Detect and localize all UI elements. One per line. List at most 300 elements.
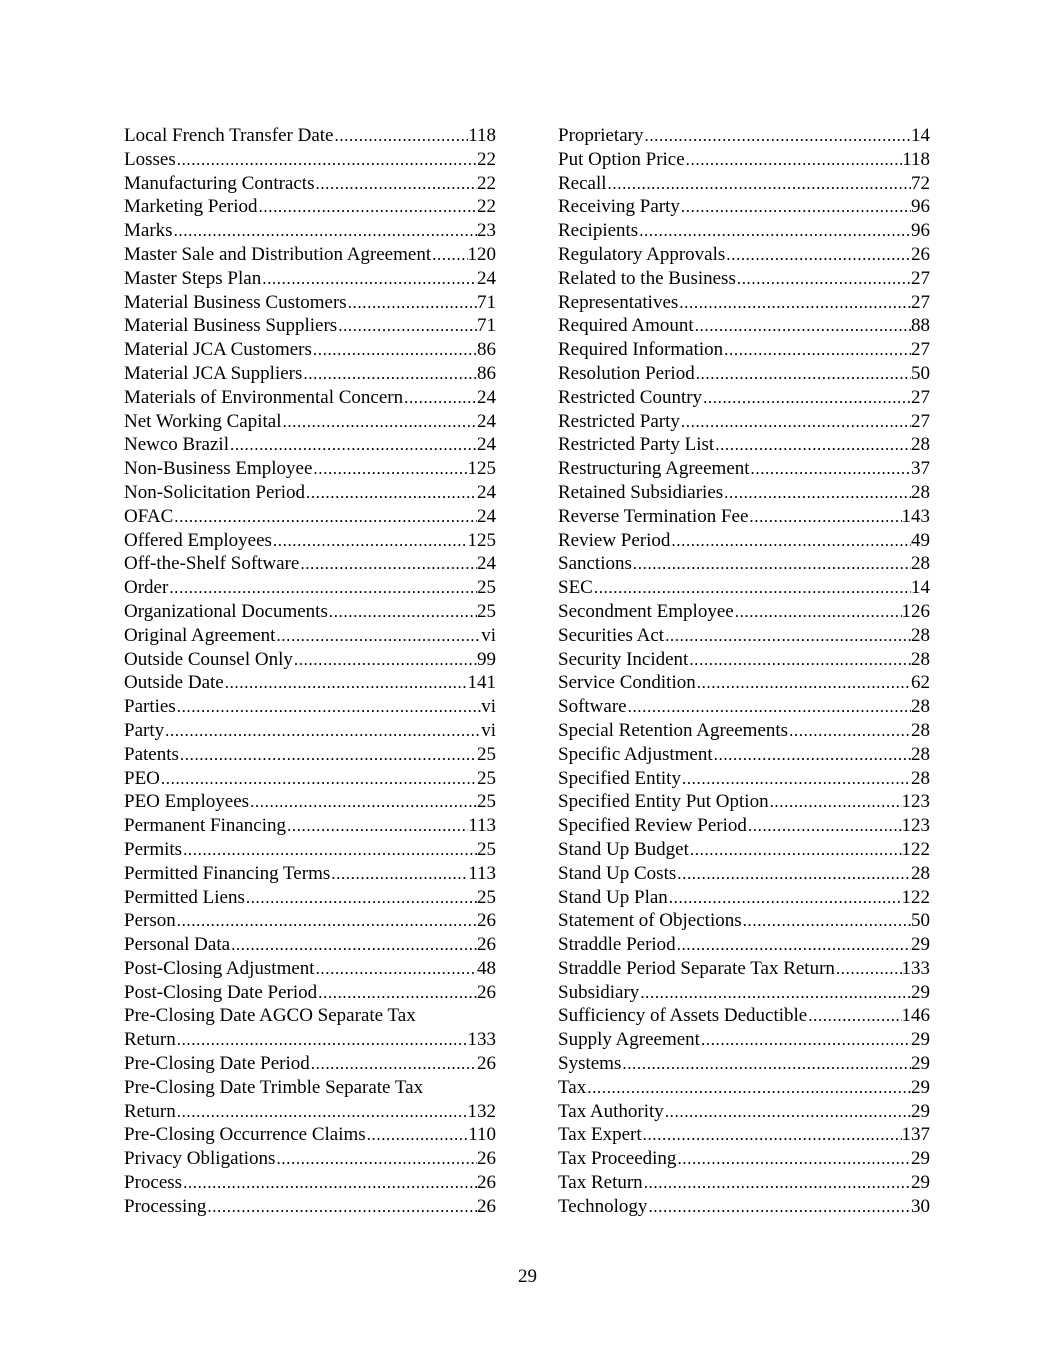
dot-leader — [305, 481, 477, 505]
index-page-ref: 26 — [477, 1172, 496, 1194]
index-page-ref: 48 — [477, 957, 496, 979]
dot-leader — [676, 933, 911, 957]
dot-leader — [680, 410, 911, 434]
index-page-ref: vi — [481, 696, 496, 718]
index-term: Software — [558, 696, 627, 718]
dot-leader — [272, 529, 468, 553]
index-entry — [558, 314, 930, 338]
dot-leader — [638, 219, 911, 243]
index-page-ref: 23 — [477, 220, 496, 242]
index-page-ref: 14 — [911, 577, 930, 599]
index-entry — [558, 886, 930, 910]
index-term: Review Period — [558, 529, 671, 551]
index-entry — [124, 981, 496, 1005]
dot-leader — [275, 1147, 477, 1171]
index-entry — [558, 529, 930, 553]
index-page-ref: 28 — [911, 719, 930, 741]
index-page-ref: 22 — [477, 172, 496, 194]
index-entry — [124, 790, 496, 814]
index-page-ref: 72 — [911, 172, 930, 194]
index-term: Tax Expert — [558, 1124, 642, 1146]
dot-leader — [164, 719, 481, 743]
index-page-ref: 29 — [911, 1172, 930, 1194]
dot-leader — [747, 814, 902, 838]
index-page-ref: 30 — [911, 1195, 930, 1217]
dot-leader — [642, 1123, 902, 1147]
index-entry — [558, 172, 930, 196]
index-page-ref: 27 — [911, 410, 930, 432]
dot-leader — [176, 909, 477, 933]
index-page-ref: 123 — [901, 815, 930, 837]
dot-leader — [173, 219, 477, 243]
index-entry — [558, 124, 930, 148]
index-entry — [124, 386, 496, 410]
index-term: Pre-Closing Occurrence Claims — [124, 1124, 366, 1146]
index-page-ref: 25 — [477, 600, 496, 622]
index-term: Proprietary — [558, 125, 644, 146]
index-page-ref: 26 — [477, 1148, 496, 1170]
index-term: Newco Brazil — [124, 434, 229, 456]
index-entry — [558, 743, 930, 767]
index-page-ref: 24 — [477, 553, 496, 575]
index-page-ref: 28 — [911, 648, 930, 670]
index-term-continued: Return — [124, 1029, 176, 1051]
index-page-ref: 25 — [477, 743, 496, 765]
dot-leader — [403, 386, 477, 410]
index-entry — [124, 814, 496, 838]
index-page-ref: 25 — [477, 767, 496, 789]
index-page-ref: 96 — [911, 196, 930, 218]
index-entry — [558, 909, 930, 933]
index-page-ref: 25 — [477, 886, 496, 908]
index-term: Pre-Closing Date Period — [124, 1053, 310, 1075]
index-term: Permitted Liens — [124, 886, 245, 908]
index-term: Statement of Objections — [558, 910, 742, 932]
index-page-ref: 28 — [911, 767, 930, 789]
index-term: Securities Act — [558, 624, 665, 646]
dot-leader — [725, 243, 911, 267]
index-entry — [124, 529, 496, 553]
index-page-ref: 86 — [477, 339, 496, 361]
index-entry — [558, 933, 930, 957]
dot-leader — [182, 1171, 477, 1195]
index-term: Tax Return — [558, 1172, 643, 1194]
index-entry — [124, 1052, 496, 1076]
dot-leader — [281, 410, 477, 434]
index-term: Non-Solicitation Period — [124, 481, 306, 503]
index-term: Person — [124, 910, 176, 932]
index-page-ref: 146 — [901, 1005, 930, 1027]
index-term: Straddle Period Separate Tax Return — [558, 957, 835, 979]
index-page-ref: 143 — [901, 505, 930, 527]
index-term: Specified Entity — [558, 767, 681, 789]
dot-leader — [689, 838, 902, 862]
index-term: Processing — [124, 1195, 207, 1217]
index-page-ref: 71 — [477, 315, 496, 337]
index-term: Tax — [558, 1076, 587, 1098]
index-entry — [124, 124, 496, 148]
index-term: Straddle Period — [558, 934, 676, 956]
index-term: Restructuring Agreement — [558, 458, 750, 480]
dot-leader — [224, 671, 468, 695]
index-page-ref: 26 — [477, 1195, 496, 1217]
index-term: Security Incident — [558, 648, 689, 670]
index-entry — [558, 1004, 930, 1028]
index-page-ref: 118 — [468, 125, 496, 146]
index-entry — [558, 695, 930, 719]
dot-leader — [168, 576, 477, 600]
index-page-ref: 71 — [477, 291, 496, 313]
dot-leader — [337, 314, 477, 338]
index-entry — [558, 481, 930, 505]
index-entry — [558, 148, 930, 172]
index-entry — [558, 600, 930, 624]
index-entry — [558, 1147, 930, 1171]
index-entry — [124, 433, 496, 457]
index-page-ref: 14 — [911, 125, 930, 146]
dot-leader — [593, 576, 911, 600]
index-page-ref: 29 — [911, 934, 930, 956]
index-entry-continuation — [124, 1100, 496, 1124]
index-page-ref: 96 — [911, 220, 930, 242]
dot-leader — [366, 1123, 469, 1147]
index-page-ref: 50 — [911, 362, 930, 384]
index-page-ref: 27 — [911, 386, 930, 408]
index-page-ref: 26 — [477, 981, 496, 1003]
index-page-ref: vi — [481, 624, 496, 646]
index-page-ref: 49 — [911, 529, 930, 551]
dot-leader — [302, 362, 477, 386]
index-entry — [124, 481, 496, 505]
index-term: Master Sale and Distribution Agreement — [124, 243, 432, 265]
index-entry — [124, 195, 496, 219]
index-page-ref: 28 — [911, 553, 930, 575]
dot-leader — [676, 1147, 911, 1171]
index-term: Patents — [124, 743, 179, 765]
index-entry — [124, 1195, 496, 1219]
index-page-ref: 26 — [477, 1053, 496, 1075]
dot-leader — [680, 195, 911, 219]
dot-leader — [328, 600, 477, 624]
index-entry — [558, 552, 930, 576]
index-page-ref: 118 — [902, 148, 930, 170]
index-term: Representatives — [558, 291, 679, 313]
index-entry — [558, 219, 930, 243]
index-entry — [124, 1076, 496, 1124]
index-term: Reverse Termination Fee — [558, 505, 749, 527]
index-page-ref: 123 — [901, 791, 930, 813]
index-page-ref: 24 — [477, 481, 496, 503]
index-term: Personal Data — [124, 934, 231, 956]
index-term: Pre-Closing Date Trimble Separate Tax — [124, 1076, 424, 1098]
index-page-ref: 125 — [467, 458, 496, 480]
dot-leader — [769, 790, 902, 814]
dot-leader — [688, 648, 911, 672]
index-page-ref: 27 — [911, 267, 930, 289]
index-entry — [558, 576, 930, 600]
index-page-ref: 27 — [911, 339, 930, 361]
index-term: Permitted Financing Terms — [124, 862, 331, 884]
index-page-ref: vi — [481, 719, 496, 741]
index-entry — [124, 148, 496, 172]
index-page-ref: 28 — [911, 696, 930, 718]
index-page-ref: 29 — [911, 1053, 930, 1075]
index-entry — [124, 671, 496, 695]
index-entry — [558, 1028, 930, 1052]
index-term-continued: Return — [124, 1100, 176, 1122]
index-term: Tax Authority — [558, 1100, 664, 1122]
index-term: Special Retention Agreements — [558, 719, 789, 741]
index-entry — [558, 291, 930, 315]
index-entry — [124, 243, 496, 267]
index-entry — [124, 552, 496, 576]
index-entry — [124, 219, 496, 243]
dot-leader — [176, 1028, 468, 1052]
index-entry — [124, 957, 496, 981]
index-entry — [124, 172, 496, 196]
dot-leader — [639, 981, 911, 1005]
dot-leader — [748, 505, 901, 529]
index-term: Subsidiary — [558, 981, 640, 1003]
index-term: Restricted Country — [558, 386, 703, 408]
dot-leader — [632, 552, 911, 576]
index-term: Organizational Documents — [124, 600, 328, 622]
dot-leader — [647, 1195, 911, 1219]
index-page-ref: 113 — [468, 862, 496, 884]
dot-leader — [275, 624, 481, 648]
index-entry — [124, 1004, 496, 1052]
index-term: Supply Agreement — [558, 1029, 700, 1051]
dot-leader — [431, 243, 467, 267]
index-page-ref: 24 — [477, 410, 496, 432]
index-term: Parties — [124, 696, 176, 718]
index-page-ref: 25 — [477, 577, 496, 599]
index-term: Stand Up Budget — [558, 838, 689, 860]
index-entry — [124, 624, 496, 648]
index-page-ref: 125 — [467, 529, 496, 551]
index-entry — [124, 576, 496, 600]
index-term: Local French Transfer Date — [124, 125, 334, 146]
index-entry — [124, 933, 496, 957]
index-page-ref: 122 — [901, 838, 930, 860]
dot-leader — [310, 1052, 477, 1076]
index-term: Required Amount — [558, 315, 694, 337]
index-page-ref: 88 — [911, 315, 930, 337]
index-entry — [124, 862, 496, 886]
index-entry — [124, 743, 496, 767]
dot-leader — [173, 505, 477, 529]
dot-leader — [230, 933, 477, 957]
index-page-ref: 28 — [911, 434, 930, 456]
index-entry — [124, 767, 496, 791]
index-term: Put Option Price — [558, 148, 685, 170]
dot-leader — [702, 386, 911, 410]
dot-leader — [714, 433, 911, 457]
dot-leader — [713, 743, 911, 767]
dot-leader — [176, 695, 482, 719]
dot-leader — [249, 790, 477, 814]
index-entry — [558, 767, 930, 791]
index-page-ref: 29 — [911, 1029, 930, 1051]
index-term: Materials of Environmental Concern — [124, 386, 404, 408]
index-term: Outside Counsel Only — [124, 648, 293, 670]
index-term: Recall — [558, 172, 607, 194]
index-entry — [558, 386, 930, 410]
dot-leader — [736, 267, 911, 291]
dot-leader — [206, 1195, 477, 1219]
dot-leader — [261, 267, 477, 291]
index-term: Resolution Period — [558, 362, 695, 384]
index-term: Pre-Closing Date AGCO Separate Tax — [124, 1005, 416, 1027]
index-entry — [558, 671, 930, 695]
index-term: Receiving Party — [558, 196, 680, 218]
index-entry — [558, 243, 930, 267]
index-entry — [124, 838, 496, 862]
index-column-left — [124, 124, 496, 1219]
index-entry — [558, 457, 930, 481]
dot-leader — [347, 291, 477, 315]
index-entry — [558, 1100, 930, 1124]
index-term: Restricted Party List — [558, 434, 715, 456]
index-entry — [558, 267, 930, 291]
dot-leader — [245, 886, 477, 910]
index-entry — [558, 505, 930, 529]
index-entry — [558, 1052, 930, 1076]
index-entry — [124, 410, 496, 434]
dot-leader — [734, 600, 902, 624]
index-entry — [558, 719, 930, 743]
index-entry — [558, 1171, 930, 1195]
index-page-ref: 37 — [911, 458, 930, 480]
index-term: Material Business Suppliers — [124, 315, 338, 337]
dot-leader — [176, 1100, 468, 1124]
index-term: Original Agreement — [124, 624, 276, 646]
index-entry — [124, 695, 496, 719]
index-term: Tax Proceeding — [558, 1148, 677, 1170]
dot-leader — [586, 1076, 911, 1100]
index-entry — [558, 814, 930, 838]
dot-leader — [182, 838, 477, 862]
dot-leader — [685, 148, 903, 172]
index-term: Permits — [124, 838, 183, 860]
index-page-ref: 99 — [477, 648, 496, 670]
index-entry — [124, 1171, 496, 1195]
index-term: Systems — [558, 1053, 622, 1075]
index-term: PEO — [124, 767, 160, 789]
dot-leader — [312, 338, 477, 362]
index-term: Service Condition — [558, 672, 696, 694]
index-entry — [124, 648, 496, 672]
dot-leader — [643, 124, 911, 148]
index-entry — [558, 624, 930, 648]
index-entry — [558, 838, 930, 862]
index-page-ref: 25 — [477, 838, 496, 860]
index-entry — [124, 600, 496, 624]
index-entry — [124, 267, 496, 291]
index-entry — [558, 362, 930, 386]
dot-leader — [627, 695, 911, 719]
index-term: Secondment Employee — [558, 600, 734, 622]
index-page-ref: 24 — [477, 386, 496, 408]
index-page-ref: 25 — [477, 791, 496, 813]
index-entry — [558, 790, 930, 814]
dot-leader — [229, 433, 477, 457]
dot-leader — [643, 1171, 911, 1195]
index-term: Losses — [124, 148, 176, 170]
dot-leader — [723, 338, 911, 362]
dot-leader — [160, 767, 477, 791]
dot-leader — [314, 172, 477, 196]
dot-leader — [179, 743, 477, 767]
dot-leader — [694, 314, 911, 338]
index-page-ref: 29 — [911, 981, 930, 1003]
index-entry — [558, 195, 930, 219]
index-page-ref: 126 — [901, 600, 930, 622]
dot-leader — [788, 719, 911, 743]
index-page-ref: 29 — [911, 1148, 930, 1170]
index-page-ref: 22 — [477, 148, 496, 170]
index-page-ref: 28 — [911, 743, 930, 765]
index-term: OFAC — [124, 505, 174, 527]
index-entry — [124, 291, 496, 315]
index-page-ref: 27 — [911, 291, 930, 313]
dot-leader — [670, 529, 911, 553]
index-page-ref: 132 — [467, 1100, 496, 1122]
index-page-ref: 28 — [911, 481, 930, 503]
index-term: Privacy Obligations — [124, 1148, 276, 1170]
index-page-ref: 141 — [467, 672, 496, 694]
dot-leader — [315, 957, 477, 981]
index-term: Sanctions — [558, 553, 632, 575]
dot-leader — [695, 362, 911, 386]
index-entry-continuation — [124, 1028, 496, 1052]
index-page-ref: 62 — [911, 672, 930, 694]
index-term: Material JCA Customers — [124, 339, 312, 361]
page-number: 29 — [518, 1266, 537, 1287]
index-page-ref: 122 — [901, 886, 930, 908]
index-term: Outside Date — [124, 672, 224, 694]
index-entry — [124, 457, 496, 481]
index-entry — [558, 338, 930, 362]
index-page-ref: 26 — [477, 934, 496, 956]
index-term: Retained Subsidiaries — [558, 481, 724, 503]
dot-leader — [299, 552, 477, 576]
index-page-ref: 29 — [911, 1100, 930, 1122]
dot-leader — [807, 1004, 901, 1028]
index-term: Material Business Customers — [124, 291, 347, 313]
index-term: Stand Up Plan — [558, 886, 668, 908]
index-entry — [124, 886, 496, 910]
index-term: Master Steps Plan — [124, 267, 262, 289]
index-term: Permanent Financing — [124, 815, 286, 837]
index-column-right — [558, 124, 930, 1219]
index-page-ref: 29 — [911, 1076, 930, 1098]
index-page-ref: 120 — [467, 243, 496, 265]
index-term: Order — [124, 577, 169, 599]
index-page-ref: 110 — [468, 1124, 496, 1146]
index-entry — [558, 1076, 930, 1100]
index-page-ref: 28 — [911, 624, 930, 646]
index-page-ref: 24 — [477, 434, 496, 456]
index-entry — [124, 909, 496, 933]
index-page-ref: 133 — [467, 1029, 496, 1051]
index-page-ref: 113 — [468, 815, 496, 837]
index-term: Post-Closing Date Period — [124, 981, 318, 1003]
index-entry — [124, 1123, 496, 1147]
index-term: SEC — [558, 577, 593, 599]
index-term: Technology — [558, 1195, 648, 1217]
index-entry — [558, 1123, 930, 1147]
